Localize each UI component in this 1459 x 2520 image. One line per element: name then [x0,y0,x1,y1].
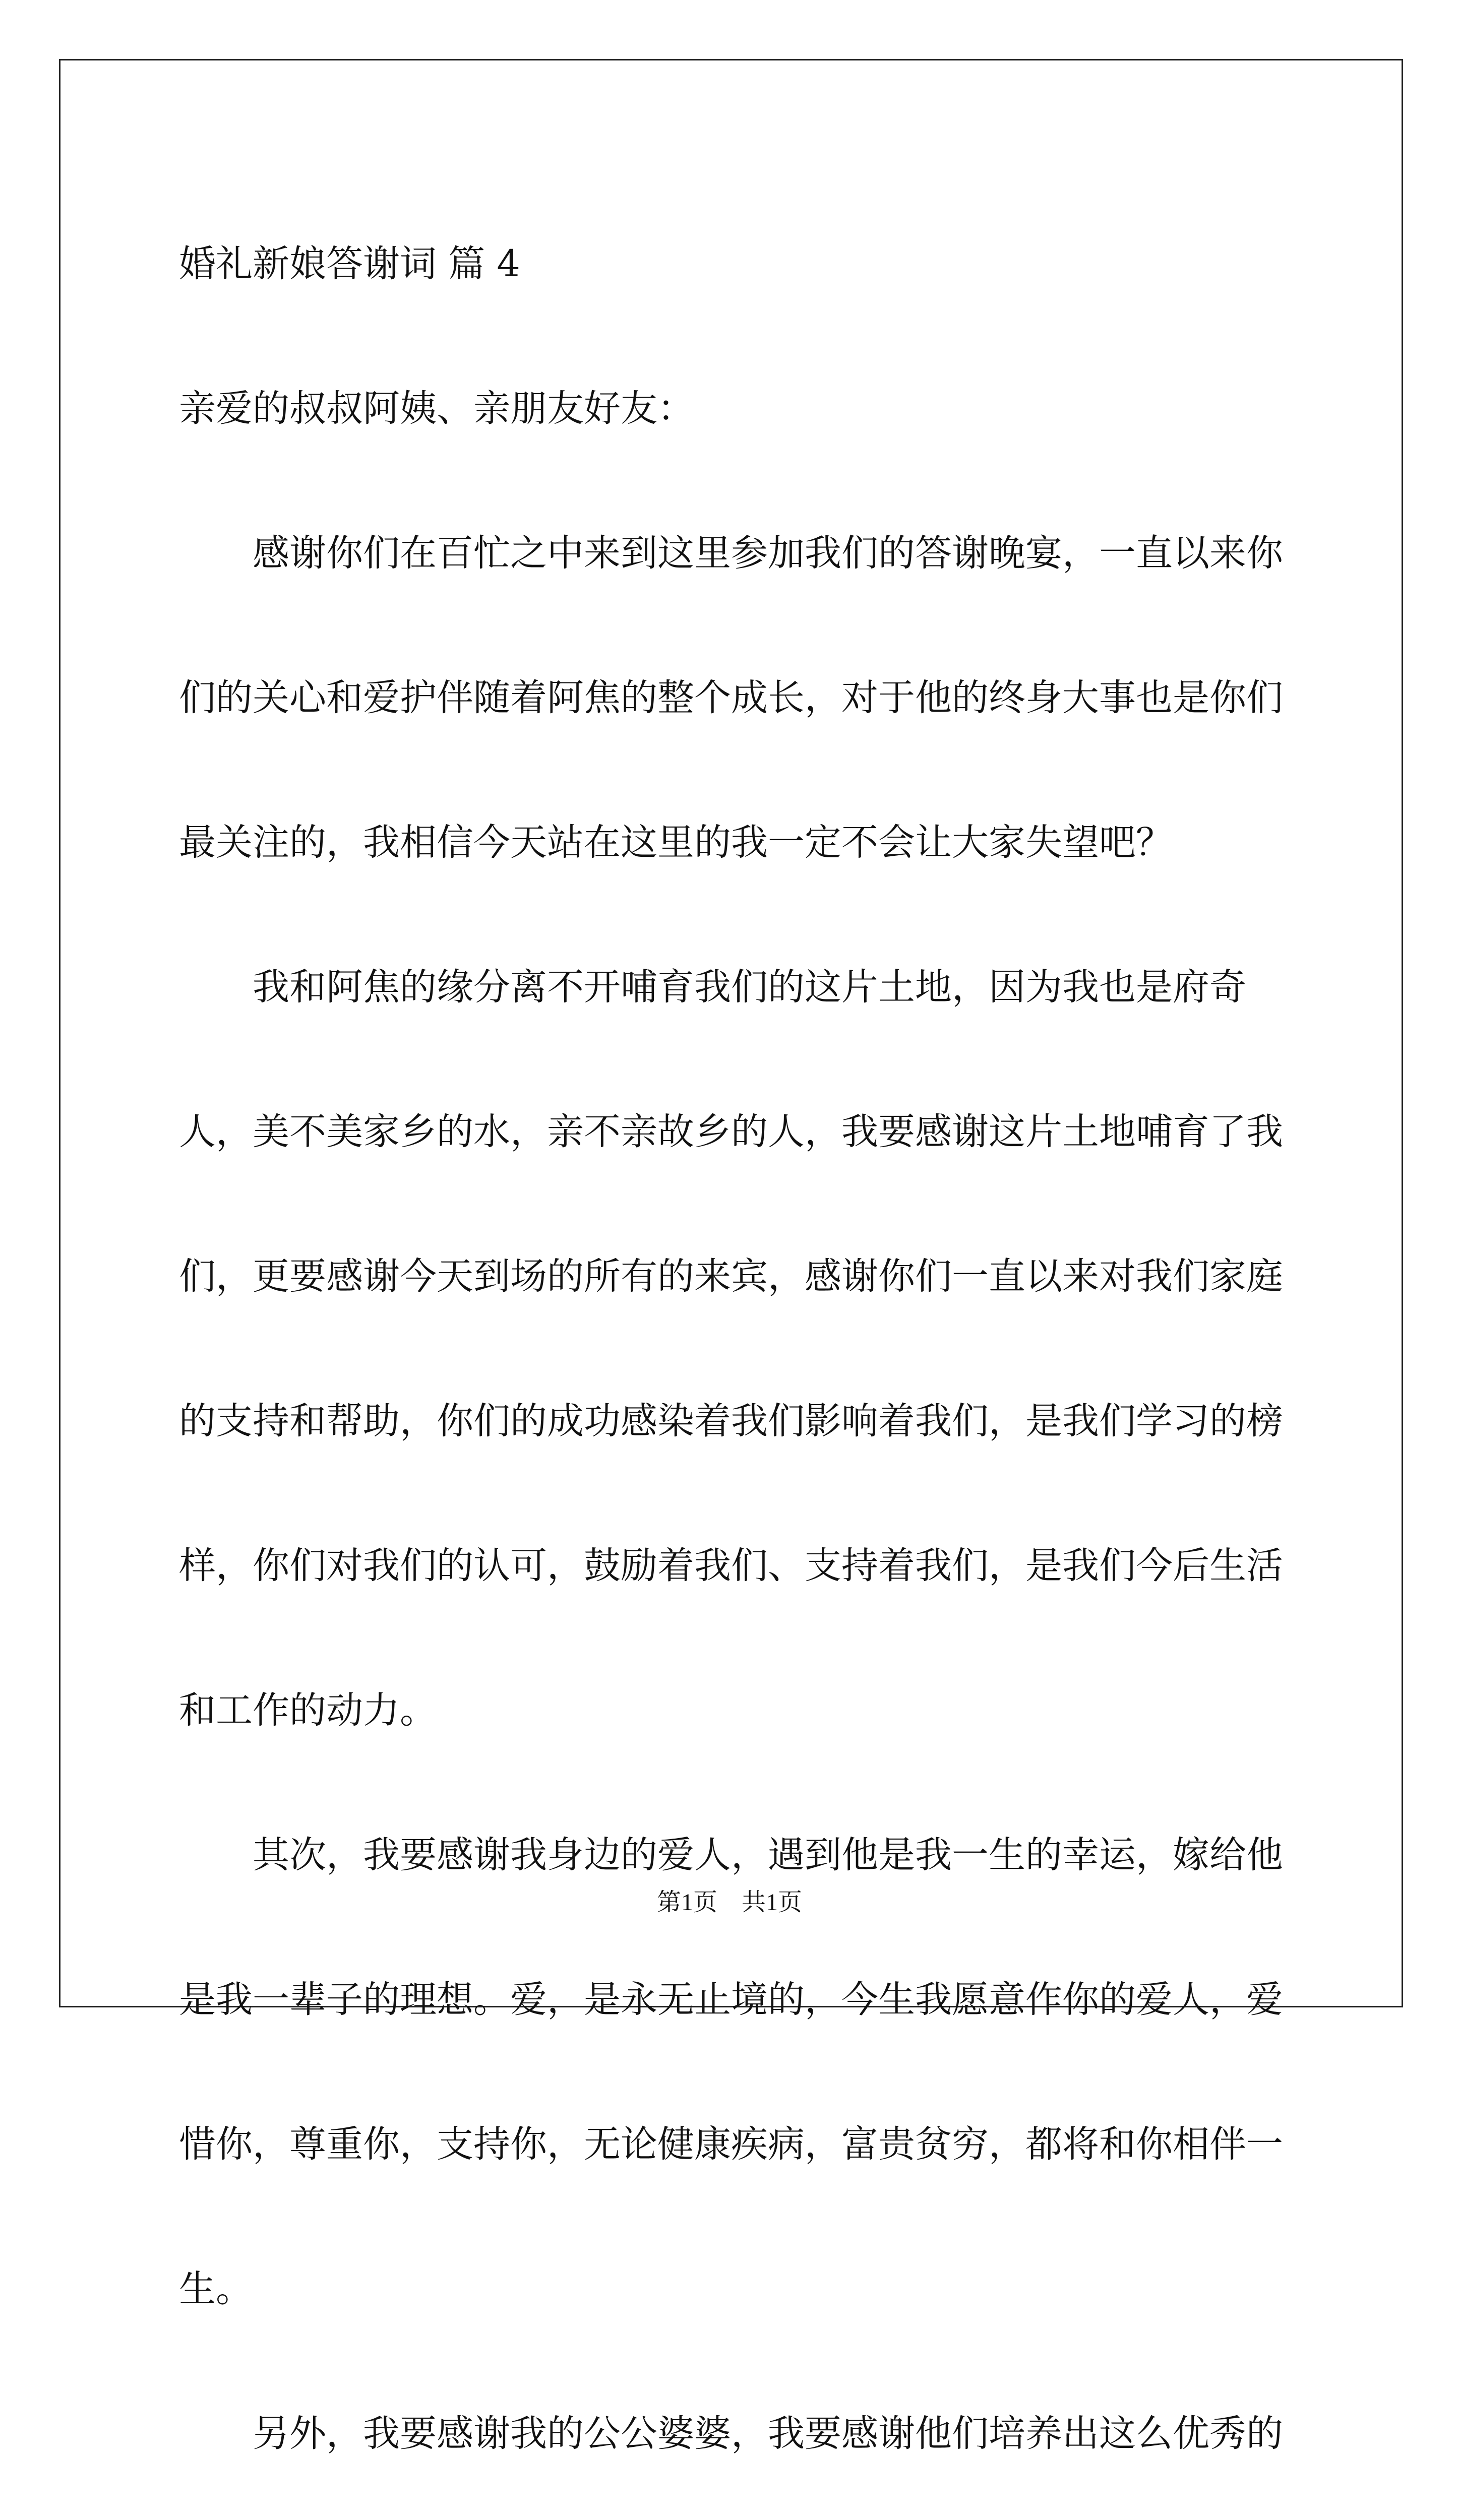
paragraph: 感谢你们在百忙之中来到这里参加我们的答谢晚宴，一直以来你们的关心和爱护伴随着阿焦的整个成长，对于他的终身大事也是你们最关注的，我相信今天站在这里的我一定不会让大家失望吧？ [179,532,1283,864]
salutation: 亲爱的叔叔阿姨、亲朋友好友： [179,387,694,430]
paragraph: 我和阿焦的缘分离不开哺育我们的这片土地，因为我也是府奇人，美不美家乡的水，亲不亲故乡的人，我要感谢这片土地哺育了我们，更要感谢今天到场的所有的来宾，感谢你们一直以来对我们家庭的支持和帮助，你们的成功感染着我们影响着我们，是我们学习的榜样，你们对我们的认可，鼓励着我们、支持着我们，是我们今后生活和工作的动力。 [179,966,1283,1732]
document-body [179,192,1303,2520]
document-title: 婚礼新娘答谢词 篇 4 [179,242,520,285]
paragraph: 其次，我要感谢我身边的爱人，遇到他是我一生的幸运，嫁给他是我一辈子的理想。爱，是永无止境的，今生我愿意作你的爱人，爱惜你，尊重你，支持你，无论健康疾病，富贵贫穷，都将和你相伴一生。 [179,1834,1283,2310]
paragraph: 另外，我要感谢我的公公婆婆，我要感谢他们培养出这么优秀的 [253,2412,1283,2455]
page-footer: 第1页 共1页 [656,1889,802,1916]
